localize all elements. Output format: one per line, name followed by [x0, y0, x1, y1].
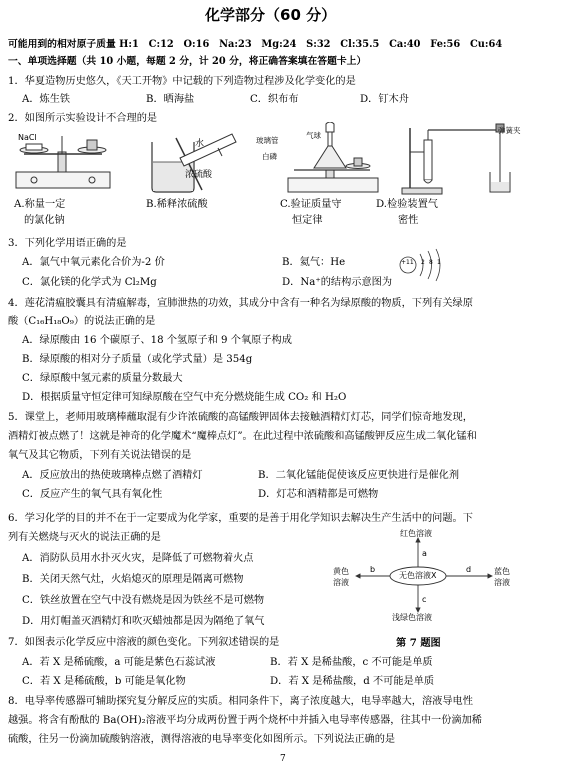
q2-option-d-line2: 密性 [398, 215, 419, 226]
atomic-masses: 可能用到的相对原子质量 H:1 C:12 O:16 Na:23 Mg:24 S:32 Cl:35.5 Ca:40 Fe:56 Cu:64 [8, 39, 503, 50]
q8-stem-line1: 8．电导率传感器可辅助探究复分解反应的实质。相同条件下，离子浓度越大，电导率越大，溶液导电性 [8, 696, 473, 707]
q6-stem-line1: 6．学习化学的目的并不在于一定要成为化学家，重要的是善于用化学知识去解决生产生活中的问题。下 [8, 513, 473, 524]
q4-option-c: C．绿原酸中氢元素的质量分数最大 [22, 373, 183, 384]
q4-option-b: B．绿原酸的相对分子质量（或化学式量）是 354g [22, 354, 253, 365]
q2-label-nacl: NaCl [18, 133, 37, 142]
diagram7-right: 蓝色溶液 [494, 567, 510, 587]
q1-option-a: A．炼生铁 [22, 94, 71, 105]
diagram7-left: 黄色溶液 [333, 567, 349, 587]
svg-text:b: b [370, 565, 376, 574]
atom-nucleus-label: +11 [401, 259, 414, 266]
q3-option-c: C．氯化镁的化学式为 Cl₂Mg [22, 277, 157, 288]
q3-option-a: A．氯气中氧元素化合价为-2 价 [22, 257, 165, 268]
atom-shell-3: 1 [437, 259, 441, 266]
q6-stem-line2: 列有关燃烧与灭火的说法正确的是 [8, 532, 161, 543]
q7-option-a: A．若 X 是稀硫酸，a 可能是紫色石蕊试液 [22, 657, 216, 668]
q2-label-water: 水 [195, 139, 205, 149]
diagram7-center: 无色溶液X [399, 571, 437, 580]
q2-option-a-line1: A.称量一定 [14, 199, 66, 210]
q5-stem-line3: 氧气及其它物质，下列有关说法错误的是 [8, 450, 192, 461]
q2-label-spring-clip: 弹簧夹 [498, 126, 521, 135]
q2-label-glass-rod: 玻璃管 [256, 136, 279, 145]
atom-shell-2: 8 [429, 259, 433, 266]
q1-option-c: C．织布布 [250, 94, 299, 105]
q7-stem: 7．如图表示化学反应中溶液的颜色变化。下列叙述错误的是 [8, 637, 280, 648]
q5-option-b: B．二氧化锰能促使该反应更快进行是催化剂 [258, 470, 460, 481]
q5-stem-line2: 酒精灯被点燃了！这就是神奇的化学魔术“魔棒点灯”。在此过程中浓硫酸和高锰酸钾反应生成二氧化锰和 [8, 431, 477, 442]
q2-figure-b-beaker [140, 128, 240, 194]
q6-option-d: D．用灯帽盖灭酒精灯和吹灭蜡烛都是因为隔绝了氧气 [22, 616, 265, 627]
q3-option-b: B．氦气：He [282, 257, 346, 268]
section-heading: 一、单项选择题（共 10 小题，每题 2 分，计 20 分，将正确答案填在答题卡上） [8, 56, 367, 67]
q4-option-a: A．绿原酸由 16 个碳原子、18 个氢原子和 9 个氧原子构成 [22, 335, 292, 346]
q7-option-b: B．若 X 是稀盐酸，c 不可能是单质 [270, 657, 433, 668]
page-title: 化学部分（60 分） [205, 6, 337, 24]
q1-option-d: D．钉木舟 [360, 94, 409, 105]
q2-option-c-line1: C.验证质量守 [280, 199, 342, 210]
q3-stem: 3．下列化学用语正确的是 [8, 238, 127, 249]
svg-text:a: a [422, 549, 427, 558]
q6-option-b: B．关闭天然气灶，火焰熄灭的原理是隔离可燃物 [22, 574, 244, 585]
q5-option-a: A．反应放出的热使玻璃棒点燃了酒精灯 [22, 470, 203, 481]
atom-shell-1: 2 [421, 259, 425, 266]
q2-stem: 2．如图所示实验设计不合理的是 [8, 113, 158, 124]
q7-option-d: D．若 X 是稀盐酸，d 不可能是单质 [270, 676, 435, 687]
q8-stem-line3: 硫酸，往另一份滴加硫酸钠溶液，测得溶液的电导率变化如图所示。下列说法正确的是 [8, 734, 396, 745]
page-number: 7 [280, 754, 286, 764]
q1-option-b: B．晒海盐 [146, 94, 195, 105]
diagram7-top: 红色溶液 [400, 529, 432, 538]
q2-figure-c-flask [284, 122, 384, 196]
q5-option-d: D．灯芯和酒精都是可燃物 [258, 489, 379, 500]
q2-label-conc-acid: 浓硫酸 [185, 170, 213, 180]
q4-option-d: D．根据质量守恒定律可知绿原酸在空气中充分燃烧能生成 CO₂ 和 H₂O [22, 392, 347, 403]
q2-option-b: B.稀释浓硫酸 [146, 199, 208, 210]
svg-text:d: d [466, 565, 472, 574]
q4-stem-line1: 4．莲花清瘟胶囊具有清瘟解毒，宣肺泄热的功效，其成分中含有一种名为绿原酸的物质，下列有关绿原 [8, 298, 473, 309]
q7-figure-caption: 第 7 题图 [396, 637, 441, 649]
q7-option-c: C．若 X 是稀硫酸，b 可能是氧化物 [22, 676, 186, 687]
q2-label-white-p: 白磷 [262, 152, 277, 161]
q2-label-balloon: 气球 [306, 131, 321, 140]
svg-text:c: c [422, 595, 427, 604]
q4-stem-line2: 酸（C₁₆H₁₈O₉）的说法正确的是 [8, 316, 156, 327]
q1-stem: 1．华夏造物历史悠久，《天工开物》中记载的下列造物过程涉及化学变化的是 [8, 76, 356, 87]
q5-stem-line1: 5．课堂上，老师用玻璃棒蘸取混有少许浓硫酸的高锰酸钾固体去接触酒精灯灯芯，同学们惊奇地发现， [8, 412, 473, 423]
q5-option-c: C．反应产生的氧气具有氧化性 [22, 489, 163, 500]
q3-option-d: D．Na⁺的结构示意图为 [282, 277, 393, 288]
q2-option-c-line2: 恒定律 [292, 215, 323, 226]
q6-option-a: A．消防队员用水扑灭火灾，是降低了可燃物着火点 [22, 553, 254, 564]
q8-stem-line2: 越强。将含有酚酞的 Ba(OH)₂溶液平均分成两份置于两个烧杯中并插入电导率传感器，往其中一份滴加稀 [8, 715, 482, 726]
q7-color-change-diagram [326, 526, 558, 630]
diagram7-bottom: 浅绿色溶液 [392, 613, 432, 622]
q2-option-d-line1: D.检验装置气 [376, 199, 438, 210]
q6-option-c: C．铁丝放置在空气中没有燃烧是因为铁丝不是可燃物 [22, 595, 265, 606]
q2-option-a-line2: 的氯化钠 [24, 215, 65, 226]
